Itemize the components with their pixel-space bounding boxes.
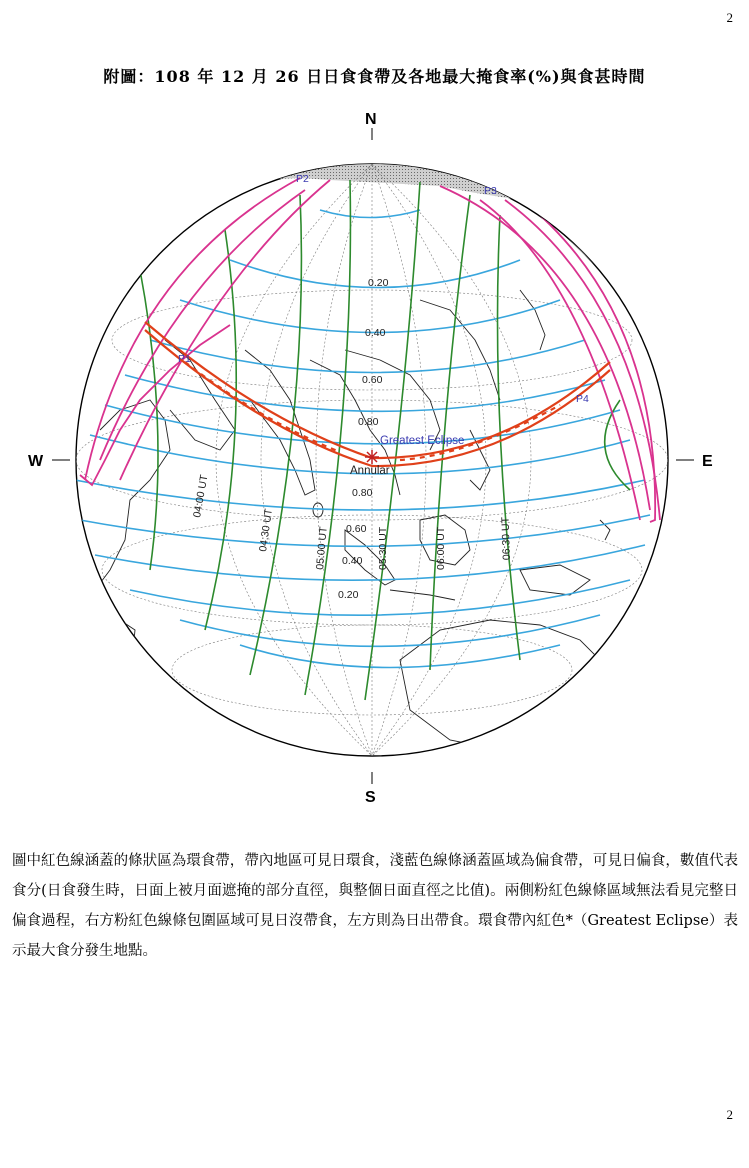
- time-label-0430: 04:30 UT: [257, 507, 275, 553]
- greatest-eclipse-label: Greatest Eclipse: [380, 435, 465, 447]
- contact-point-p3: P3: [484, 185, 497, 197]
- magnitude-label-north-1: 0.20: [368, 277, 389, 289]
- contact-point-p4: P4: [576, 393, 589, 405]
- eclipse-map-figure: [0, 100, 749, 810]
- contact-point-p1: P1: [178, 353, 191, 365]
- magnitude-label-north-2: 0.40: [365, 327, 386, 339]
- annular-label: Annular: [350, 465, 390, 477]
- page-number-top: 2: [726, 10, 733, 25]
- time-label-0530: 05:30 UT: [377, 526, 389, 570]
- time-label-0400: 04:00 UT: [191, 473, 211, 519]
- figure-caption: 圖中紅色線涵蓋的條狀區為環食帶，帶內地區可見日環食，淺藍色線條涵蓋區域為偏食帶，可見日偏食，數值代表食分(日食發生時，日面上被月面遮掩的部分直徑，與整個日面直徑之比值)。兩側粉紅色線條區域無法看見完整日偏食過程，右方粉紅色線條包圍區域可見日沒帶食，左方則為日出帶食。環食帶內紅色*（Greatest Eclipse）表示最大食分發生地點。: [12, 853, 738, 959]
- time-label-0630: 06:30 UT: [499, 516, 513, 561]
- compass-east: E: [702, 453, 713, 470]
- magnitude-label-south-2: 0.60: [346, 523, 367, 535]
- magnitude-label-north-3: 0.60: [362, 374, 383, 386]
- magnitude-label-north-4: 0.80: [358, 416, 379, 428]
- magnitude-label-south-3: 0.40: [342, 555, 363, 567]
- magnitude-label-south-4: 0.20: [338, 589, 359, 601]
- compass-south: S: [365, 789, 376, 806]
- time-label-0500: 05:00 UT: [314, 526, 330, 571]
- compass-west: W: [28, 453, 44, 470]
- greatest-eclipse-marker: [365, 450, 379, 464]
- contact-point-p2: P2: [296, 173, 309, 185]
- time-label-0600: 06:00 UT: [435, 526, 447, 570]
- figure-title: 附圖：108 年 12 月 26 日日食食帶及各地最大掩食率(%)與食甚時間: [103, 67, 646, 86]
- page-number-bottom: 2: [726, 1107, 733, 1122]
- magnitude-label-south-1: 0.80: [352, 487, 373, 499]
- compass-north: N: [365, 111, 377, 128]
